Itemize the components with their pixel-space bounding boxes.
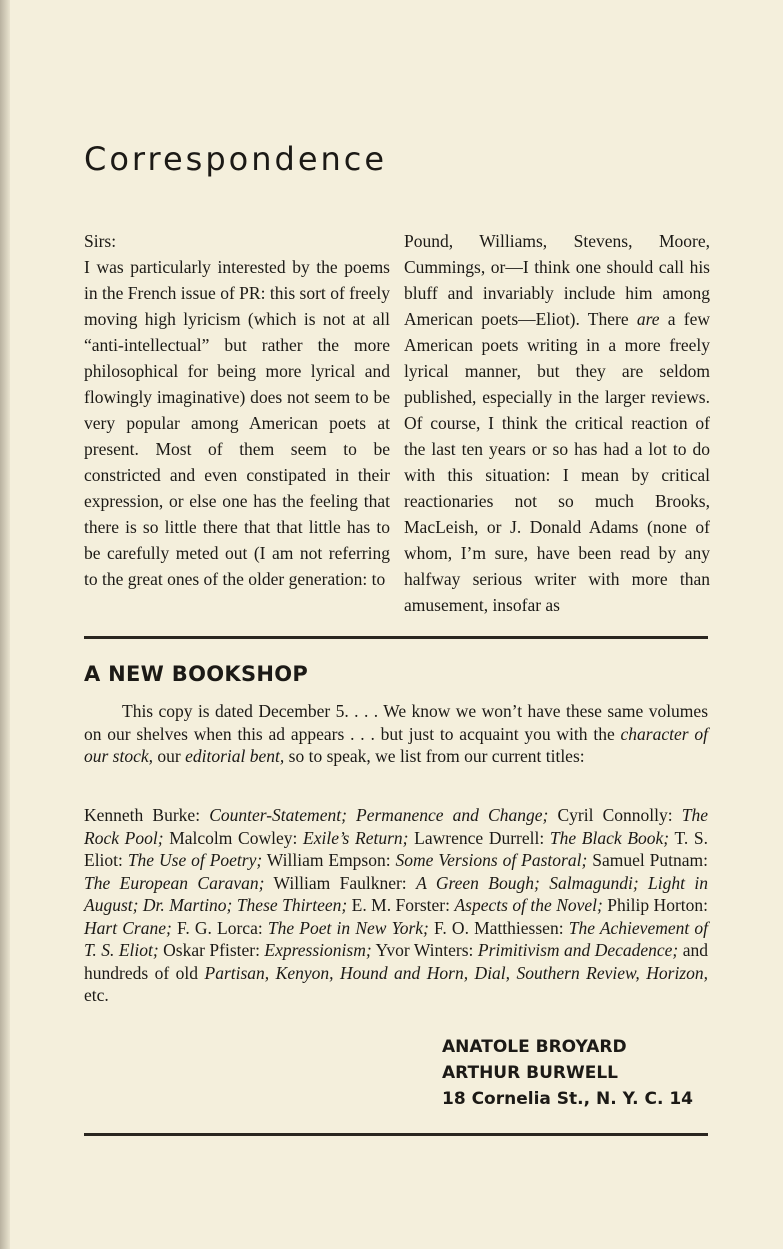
signature-name-2: ARTHUR BURWELL — [442, 1063, 619, 1083]
signature-name-1: ANATOLE BROYARD — [442, 1037, 627, 1057]
page-title: Correspondence — [84, 140, 388, 178]
letter-salutation: Sirs: — [84, 231, 117, 251]
letter-column-right — [404, 228, 710, 618]
bookshop-ad-intro: This copy is dated December 5. . . . We know we won’t have these same volumes on our shelves when this ad appears . . . but just to acquaint you with the character of our stock, our editorial bent, so to speak, we list from our current titles: — [84, 701, 708, 766]
bookshop-ad-title: A NEW BOOKSHOP — [84, 662, 309, 686]
bookshop-signature — [442, 1034, 693, 1112]
letter-paragraph-left: I was particularly interested by the poems in the French issue of PR: this sort of freely moving high lyricism (which is not at all “anti-intellectual” but rather the more philosophical for being more lyrical and flowingly imaginative) does not seem to be very popular among American poets at present. Most of them seem to be constricted and even constipated in their expression, or else one has the feeling that there is so little there that that little has to be carefully meted out (I am not referring to the great ones of the older generation: to — [84, 257, 390, 589]
signature-address: 18 Cornelia St., N. Y. C. 14 — [442, 1089, 693, 1109]
bookshop-title-list: Kenneth Burke: Counter-Statement; Permanence and Change; Cyril Connolly: The Rock Pool; Malcolm Cowley: Exile’s Return; Lawrence Durrell: The Black Book; T. S. Eliot: The Use of Poetry; William Empson: Some Versions of Pastoral; Samuel Putnam: The European Caravan; William Faulkner: A Green Bough; Salmagundi; Light in August; Dr. Martino; These Thirteen; E. M. Forster: Aspects of the Novel; Philip Horton: Hart Crane; F. G. Lorca: The Poet in New York; F. O. Matthiessen: The Achievement of T. S. Eliot; Oskar Pfister: Expressionism; Yvor Winters: Primitivism and Decadence; and hundreds of old Partisan, Kenyon, Hound and Horn, Dial, Southern Review, Horizon, etc. — [84, 805, 709, 1005]
divider-rule-bottom — [84, 1133, 708, 1136]
page-edge — [0, 0, 10, 1249]
letter-column-left — [84, 228, 390, 592]
letter-paragraph-right: Pound, Williams, Stevens, Moore, Cummings, or—I think one should call his bluff and invariably include him among American poets—Eliot). There are a few American poets writing in a more freely lyrical manner, but they are seldom published, especially in the larger reviews. Of course, I think the critical reaction of the last ten years or so has had a lot to do with this situation: I mean by critical reactionaries not so much Brooks, MacLeish, or J. Donald Adams (none of whom, I’m sure, have been read by any halfway serious writer with more than amusement, insofar as — [404, 231, 710, 615]
divider-rule-top — [84, 636, 708, 639]
